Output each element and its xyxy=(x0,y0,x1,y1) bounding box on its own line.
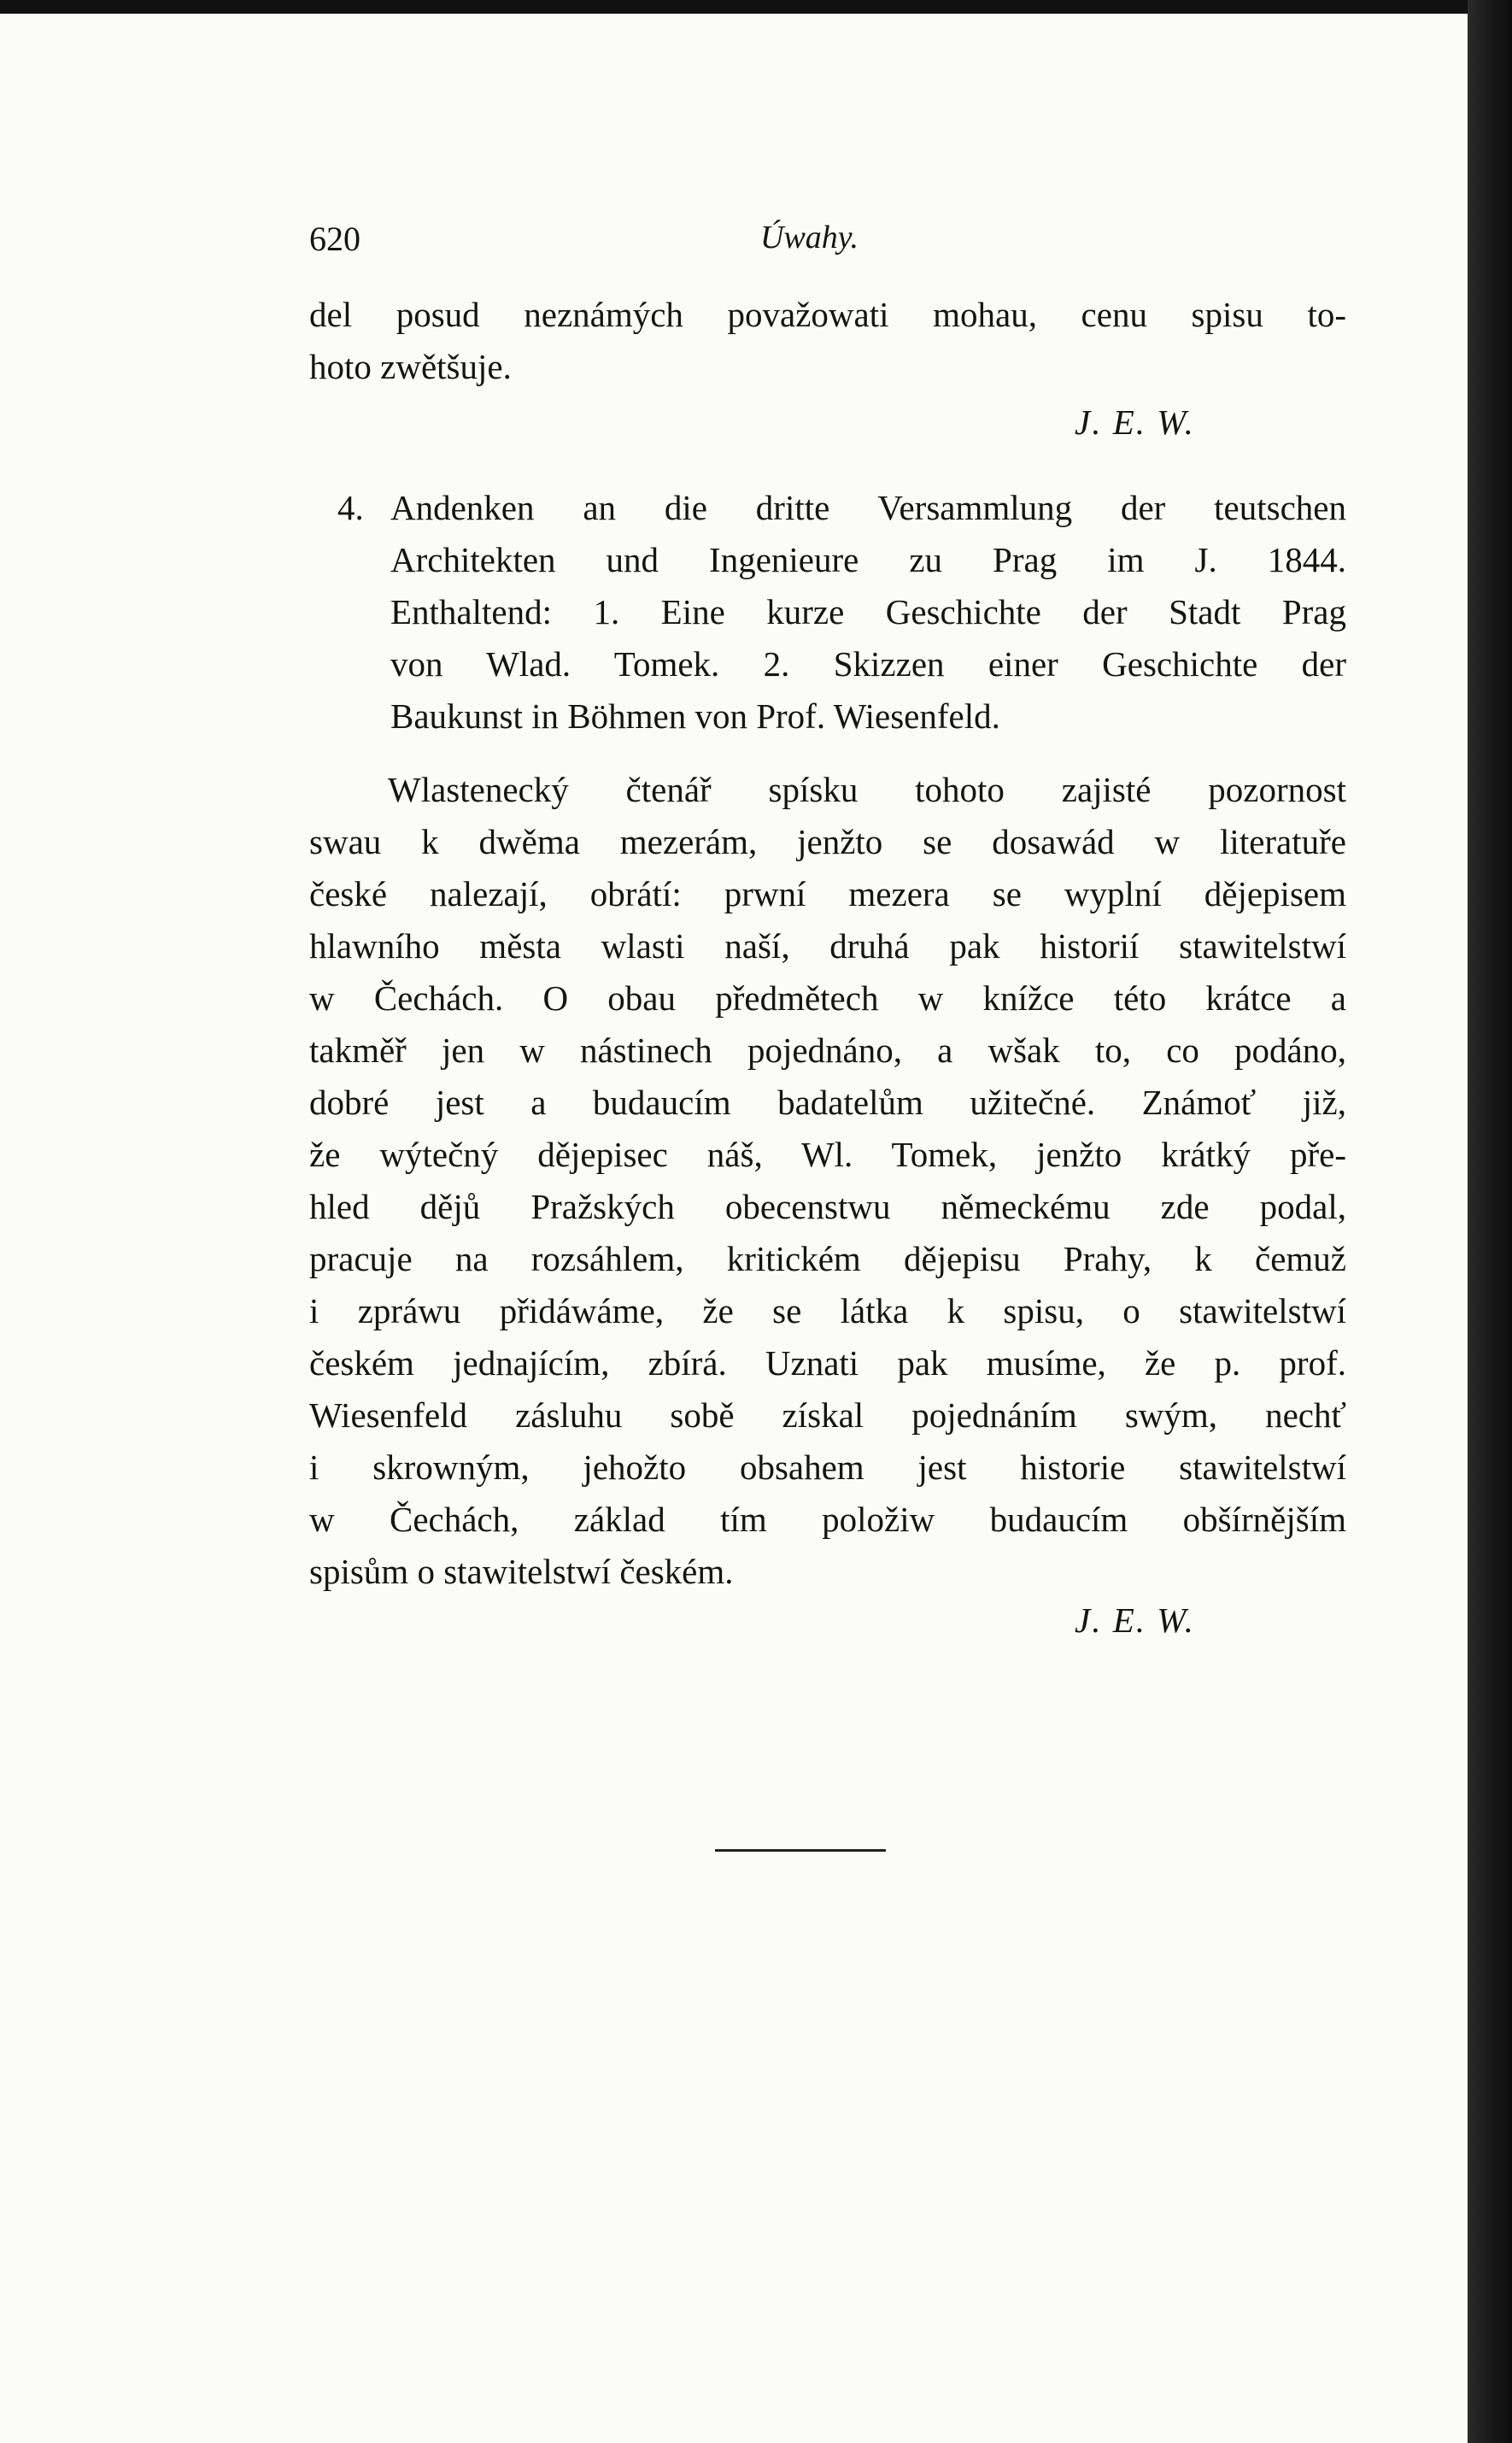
entry-number: 4. xyxy=(337,488,364,527)
scan-top-edge xyxy=(0,0,1512,14)
text-line: del posud neznámých považowati mohau, cenu spisu to- xyxy=(309,295,1346,334)
entry-title xyxy=(390,482,1346,743)
page-header xyxy=(309,219,1163,270)
text-line: Wlastenecký čtenář spísku tohoto zajisté pozornost xyxy=(388,770,1346,809)
continuation-signature: J. E. W. xyxy=(1075,402,1195,442)
text-line: von Wlad. Tomek. 2. Skizzen einer Geschichte der xyxy=(390,644,1346,684)
text-line: Baukunst in Böhmen von Prof. Wiesenfeld. xyxy=(390,696,1000,736)
text-line: Enthaltend: 1. Eine kurze Geschichte der Stadt Prag xyxy=(390,592,1346,631)
text-line: hled dějů Pražských obecenstwu německému zde podal, xyxy=(309,1187,1346,1226)
text-line: české nalezají, obrátí: prwní mezera se wyplní dějepisem xyxy=(309,874,1346,913)
text-line: w Čechách, základ tím položiw budaucím obšírnějším xyxy=(309,1500,1346,1539)
scan-right-edge xyxy=(1468,0,1512,2443)
review-signature: J. E. W. xyxy=(1075,1600,1195,1640)
continuation-paragraph xyxy=(309,289,1346,393)
text-line: i skrowným, jehožto obsahem jest historie stawitelstwí xyxy=(309,1448,1346,1487)
running-title: Úwahy. xyxy=(760,220,859,255)
text-line: Andenken an die dritte Versammlung der teutschen xyxy=(390,488,1346,527)
text-line: českém jednajícím, zbírá. Uznati pak musíme, že p. prof. xyxy=(309,1343,1346,1383)
text-line: hlawního města wlasti naší, druhá pak historií stawitelstwí xyxy=(309,926,1346,966)
review-paragraph xyxy=(309,764,1346,1598)
text-line: i zpráwu přidáwáme, že se látka k spisu, o stawitelstwí xyxy=(309,1291,1346,1330)
text-line: takměř jen w nástinech pojednáno, a wšak to, co podáno, xyxy=(309,1031,1346,1070)
page-number: 620 xyxy=(309,220,360,258)
text-line: Wiesenfeld zásluhu sobě získal pojednáním swým, nechť xyxy=(309,1395,1346,1435)
text-line: Architekten und Ingenieure zu Prag im J. 1844. xyxy=(390,540,1346,579)
text-line: hoto zwětšuje. xyxy=(309,347,512,386)
text-line: swau k dwěma mezerám, jenžto se dosawád w literatuře xyxy=(309,822,1346,861)
section-divider xyxy=(715,1849,886,1852)
text-line: spisům o stawitelstwí českém. xyxy=(309,1552,734,1591)
text-line: w Čechách. O obau předmětech w knížce této krátce a xyxy=(309,978,1346,1018)
text-line: pracuje na rozsáhlem, kritickém dějepisu Prahy, k čemuž xyxy=(309,1239,1346,1278)
book-page xyxy=(0,14,1468,2443)
text-line: dobré jest a budaucím badatelům užitečné. Známoť již, xyxy=(309,1083,1346,1122)
text-line: že wýtečný dějepisec náš, Wl. Tomek, jenžto krátký pře- xyxy=(309,1135,1346,1174)
